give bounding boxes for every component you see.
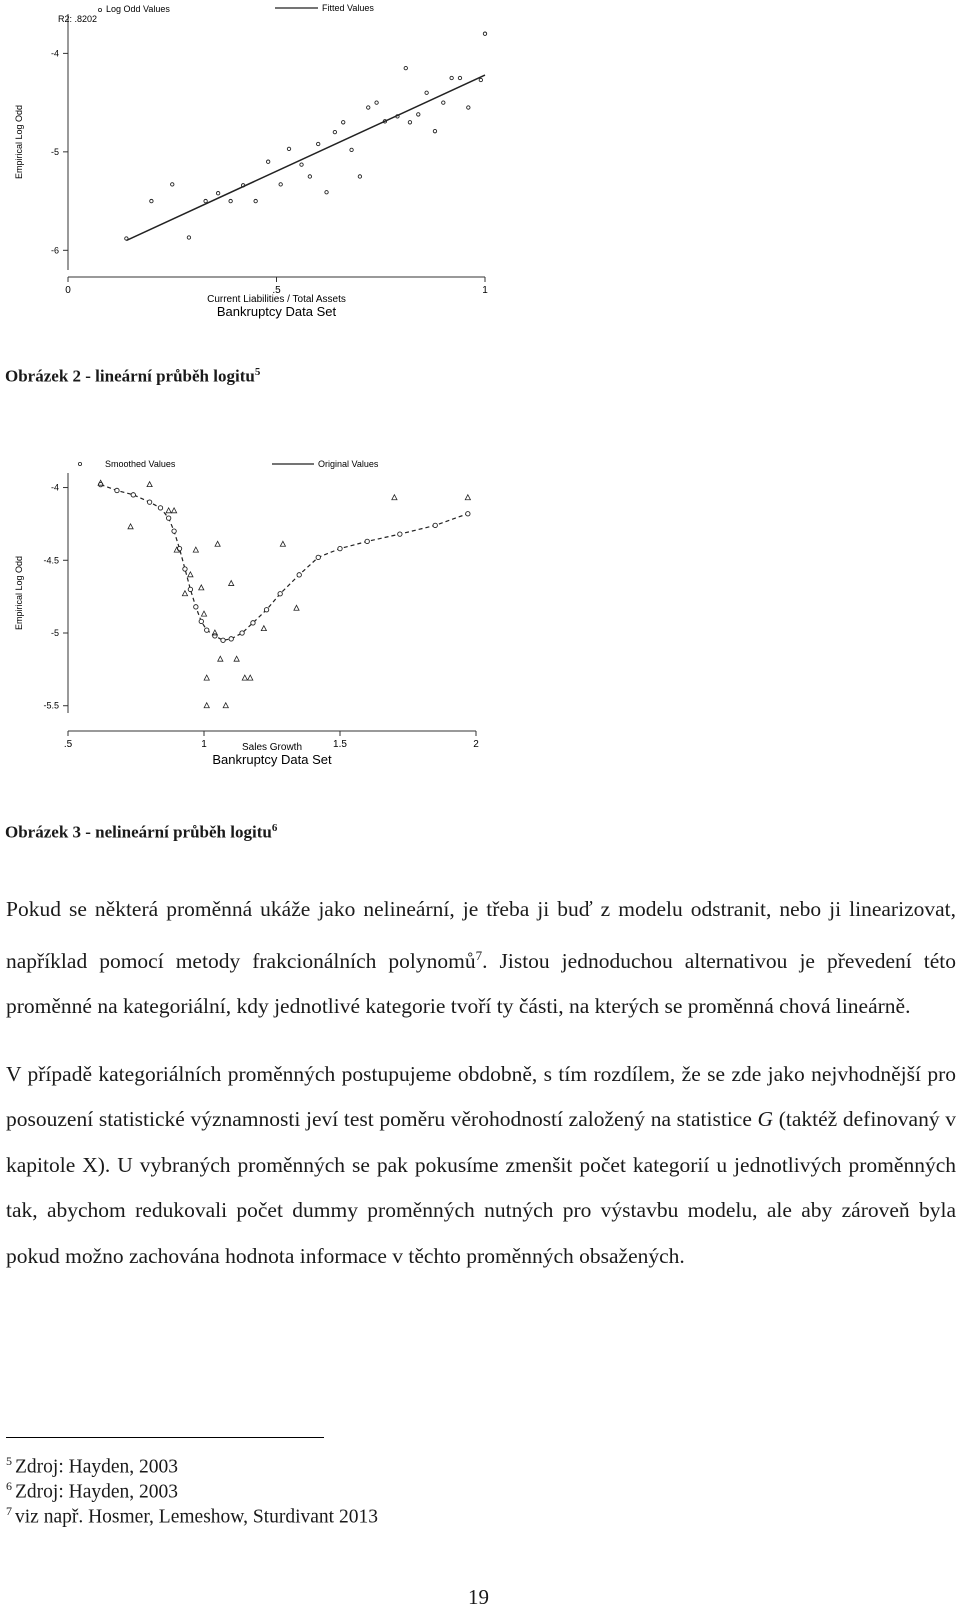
- original-point: [128, 524, 133, 529]
- data-point: [308, 175, 311, 178]
- y-axis-label: Empirical Log Odd: [14, 104, 24, 180]
- data-point: [483, 32, 486, 35]
- legend-label-original: Original Values: [318, 459, 379, 469]
- figure-2-caption: [5, 366, 260, 387]
- x-axis-label: Current Liabilities / Total Assets: [207, 294, 346, 305]
- data-point: [333, 130, 336, 133]
- data-point: [417, 113, 420, 116]
- data-point: [325, 191, 328, 194]
- fitted-line: [126, 75, 485, 240]
- legend-label-fitted: Fitted Values: [322, 3, 374, 13]
- footnote-text: Zdroj: Hayden, 2003: [15, 1456, 179, 1478]
- data-point: [342, 121, 345, 124]
- caption-text: Obrázek 2 - lineární průběh logitu: [5, 366, 255, 386]
- data-point: [358, 175, 361, 178]
- smoothed-line: [101, 485, 468, 641]
- x-tick-label: 1.5: [333, 739, 347, 750]
- original-point: [166, 508, 171, 513]
- data-point: [367, 106, 370, 109]
- smoothed-point: [365, 539, 369, 543]
- x-tick-label: 0: [65, 285, 71, 296]
- p1-text-b: . Jistou jednoduchou alternativou je převedení této proměnné na kategoriální, kdy jednotlivé kategorie tvoří ty části, na kterých se proměnná chová lineárně.: [6, 948, 956, 1019]
- data-point: [458, 76, 461, 79]
- smoothed-point: [172, 529, 176, 533]
- y-tick-label: -5.5: [43, 700, 59, 711]
- data-point: [171, 183, 174, 186]
- original-point: [229, 581, 234, 586]
- smoothed-point: [278, 592, 282, 596]
- data-point: [229, 199, 232, 202]
- original-point: [234, 656, 239, 661]
- original-point: [392, 495, 397, 500]
- footnote-text: viz např. Hosmer, Lemeshow, Sturdivant 2013: [15, 1506, 378, 1528]
- data-point: [187, 236, 190, 239]
- smoothed-point: [188, 587, 192, 591]
- original-point: [182, 591, 187, 596]
- legend-marker-log-odd: [98, 8, 101, 11]
- chart-subtitle: Bankruptcy Data Set: [216, 304, 337, 319]
- y-tick-label: -4: [50, 48, 59, 59]
- smoothed-point: [183, 567, 187, 571]
- smoothed-point: [297, 573, 301, 577]
- data-point: [433, 129, 436, 132]
- smoothed-point: [131, 493, 135, 497]
- legend-marker-smoothed: [78, 462, 81, 465]
- smoothed-point: [205, 628, 209, 632]
- smoothed-point: [433, 523, 437, 527]
- smoothed-point: [251, 621, 255, 625]
- r-squared-label: R2: .8202: [58, 14, 98, 24]
- paragraph-1: [6, 887, 956, 1030]
- smoothed-point: [338, 546, 342, 550]
- original-point: [147, 482, 152, 487]
- smoothed-point: [194, 605, 198, 609]
- footnote-separator: [6, 1437, 324, 1438]
- smoothed-point: [229, 637, 233, 641]
- body-text: [6, 887, 956, 1279]
- footnote-ref-7[interactable]: 7: [475, 947, 483, 963]
- data-point: [467, 106, 470, 109]
- data-point: [216, 192, 219, 195]
- original-point: [223, 703, 228, 708]
- data-point: [300, 163, 303, 166]
- data-point: [442, 101, 445, 104]
- y-tick-label: -4.5: [43, 555, 59, 566]
- footnote-ref-6[interactable]: 6: [271, 822, 278, 834]
- footnote-number: 7: [6, 1504, 12, 1518]
- x-tick-label: .5: [63, 739, 73, 750]
- data-point: [266, 160, 269, 163]
- legend-label-smoothed: Smoothed Values: [105, 459, 176, 469]
- legend-label-log-odd: Log Odd Values: [106, 4, 170, 14]
- smoothed-point: [213, 634, 217, 638]
- footnote-text: Zdroj: Hayden, 2003: [15, 1481, 179, 1503]
- y-tick-label: -6: [50, 245, 59, 256]
- page-number: 19: [468, 1585, 489, 1609]
- original-point: [204, 675, 209, 680]
- smoothed-point: [199, 619, 203, 623]
- smoothed-point: [264, 608, 268, 612]
- original-point: [242, 675, 247, 680]
- original-point: [294, 605, 299, 610]
- data-point: [204, 199, 207, 202]
- original-point: [248, 675, 253, 680]
- footnote-number: 6: [6, 1479, 12, 1493]
- smoothed-point: [221, 638, 225, 642]
- x-axis-label: Sales Growth: [241, 742, 303, 753]
- original-point: [215, 541, 220, 546]
- data-point: [404, 66, 407, 69]
- original-point: [280, 541, 285, 546]
- original-point: [218, 656, 223, 661]
- smoothed-point: [398, 532, 402, 536]
- smoothed-point: [115, 488, 119, 492]
- smoothed-point: [158, 506, 162, 510]
- data-point: [254, 199, 257, 202]
- footnote-number: 5: [6, 1454, 12, 1468]
- data-point: [317, 142, 320, 145]
- original-point: [199, 585, 204, 590]
- chart-subtitle: Bankruptcy Data Set: [212, 752, 332, 767]
- x-tick-label: 1: [201, 739, 207, 750]
- x-tick-label: 1: [482, 285, 488, 296]
- footnote-ref-5[interactable]: 5: [254, 366, 261, 378]
- footnote-7: [6, 1499, 378, 1530]
- data-point: [375, 101, 378, 104]
- data-point: [479, 78, 482, 81]
- data-point: [450, 76, 453, 79]
- smoothed-point: [240, 631, 244, 635]
- original-point: [465, 495, 470, 500]
- original-point: [188, 572, 193, 577]
- smoothed-point: [147, 500, 151, 504]
- y-tick-label: -4: [50, 482, 59, 493]
- y-tick-label: -5: [50, 628, 59, 638]
- x-tick-label: 2: [473, 739, 479, 750]
- data-point: [279, 183, 282, 186]
- chart-linear-logit: [0, 0, 520, 330]
- p2-text-a: V případě kategoriálních proměnných postupujeme obdobně, s tím rozdílem, že se zde jako nejvhodnější pro posouzení statistické významnosti jeví test poměru věrohodností založený na statistice: [6, 1061, 956, 1132]
- smoothed-point: [316, 555, 320, 559]
- data-point: [408, 121, 411, 124]
- original-point: [171, 508, 176, 513]
- statistic-g: G: [757, 1107, 774, 1132]
- data-point: [350, 148, 353, 151]
- chart-nonlinear-logit: [0, 448, 520, 778]
- p2-text-b: (taktéž definovaný v kapitole X). U vybraných proměnných se pak pokusíme zmenšit počet kategorií u jednotlivých proměnných tak, abychom redukovali počet dummy proměnných nutných pro výstavbu modelu, ale aby zároveň byla pokud možno zachována hodnota informace v těchto proměnných obsažených.: [6, 1107, 956, 1268]
- original-point: [261, 626, 266, 631]
- y-tick-label: -5: [50, 146, 59, 157]
- caption-text: Obrázek 3 - nelineární průběh logitu: [5, 822, 272, 842]
- original-point: [193, 547, 198, 552]
- smoothed-point: [466, 512, 470, 516]
- figure-3-caption: [5, 822, 277, 843]
- smoothed-point: [166, 516, 170, 520]
- data-point: [287, 147, 290, 150]
- data-point: [425, 91, 428, 94]
- original-point: [201, 611, 206, 616]
- x-tick-label: .5: [272, 285, 281, 296]
- original-point: [204, 703, 209, 708]
- paragraph-2: [6, 1052, 956, 1280]
- data-point: [150, 199, 153, 202]
- p1-text-a: Pokud se některá proměnná ukáže jako nelineární, je třeba ji buď z modelu odstranit, nebo ji linearizovat, například pomocí metody frakcionálních polynomů: [6, 897, 956, 973]
- y-axis-label: Empirical Log Odd: [14, 555, 24, 631]
